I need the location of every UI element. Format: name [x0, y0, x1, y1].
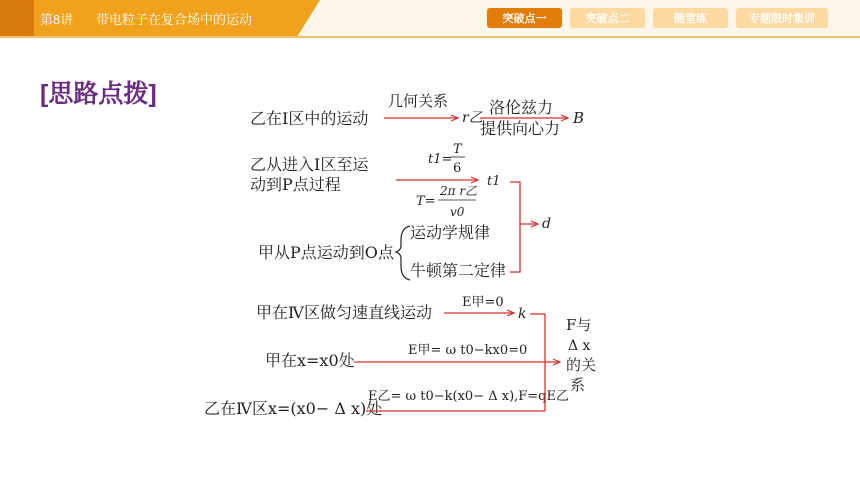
row1-bottom-label: 提供向心力 — [480, 119, 561, 138]
result-line2: Δ x — [568, 338, 591, 354]
tab-breakthrough-1[interactable]: 突破点一 — [487, 8, 562, 28]
row1-r-symbol: r乙 — [462, 110, 483, 126]
row3-brace — [396, 226, 410, 280]
t1-numerator: T — [453, 142, 462, 157]
row2-left-line1: 乙从进入Ⅰ区至运 — [250, 155, 369, 174]
row3-left-text: 甲从P点运动到O点 — [258, 243, 394, 262]
t1-denominator: 6 — [453, 161, 462, 176]
row6-left-text: 乙在Ⅳ区x=(x0− Δ x)处 — [204, 399, 383, 418]
lesson-topic: 带电粒子在复合场中的运动 — [96, 12, 253, 27]
T-denominator: v0 — [450, 205, 465, 219]
row1-top-label: 洛伦兹力 — [489, 98, 554, 117]
row6-eq: E乙= ω t0−k(x0− Δ x),F=qE乙 — [368, 389, 569, 404]
row3-bottom-text: 牛顿第二定律 — [410, 261, 507, 280]
lesson-number: 第8讲 — [40, 12, 74, 27]
d-result: d — [542, 216, 551, 232]
result-line3: 的关 — [566, 356, 597, 374]
t1-eq: t1= — [428, 152, 453, 167]
section-title: [思路点拨] — [40, 80, 157, 108]
k-result: k — [518, 306, 527, 322]
T-numerator: 2π r乙 — [440, 184, 478, 198]
tab-timed-training[interactable]: 专题限时集训 — [736, 8, 828, 28]
row5-left-text: 甲在x=x0处 — [265, 351, 355, 370]
row1-end-B: B — [573, 109, 585, 127]
row3-top-text: 运动学规律 — [410, 223, 491, 242]
result-line1: F与 — [566, 316, 592, 334]
row1-mid-label: 几何关系 — [388, 92, 449, 110]
result-line4: 系 — [570, 376, 586, 394]
T-eq: T= — [416, 194, 436, 209]
d-bracket — [510, 182, 520, 272]
row4-left-text: 甲在Ⅳ区做匀速直线运动 — [256, 303, 432, 322]
row1-left-text: 乙在Ⅰ区中的运动 — [250, 109, 369, 128]
tab-in-class-practice[interactable]: 随堂练 — [653, 8, 728, 28]
row2-left-line2: 动到P点过程 — [250, 175, 341, 194]
tab-breakthrough-2[interactable]: 突破点二 — [570, 8, 645, 28]
t1-result: t1 — [487, 174, 501, 189]
row5-eq: E甲= ω t0−kx0=0 — [408, 343, 528, 358]
row4-eq: E甲=0 — [462, 295, 504, 310]
